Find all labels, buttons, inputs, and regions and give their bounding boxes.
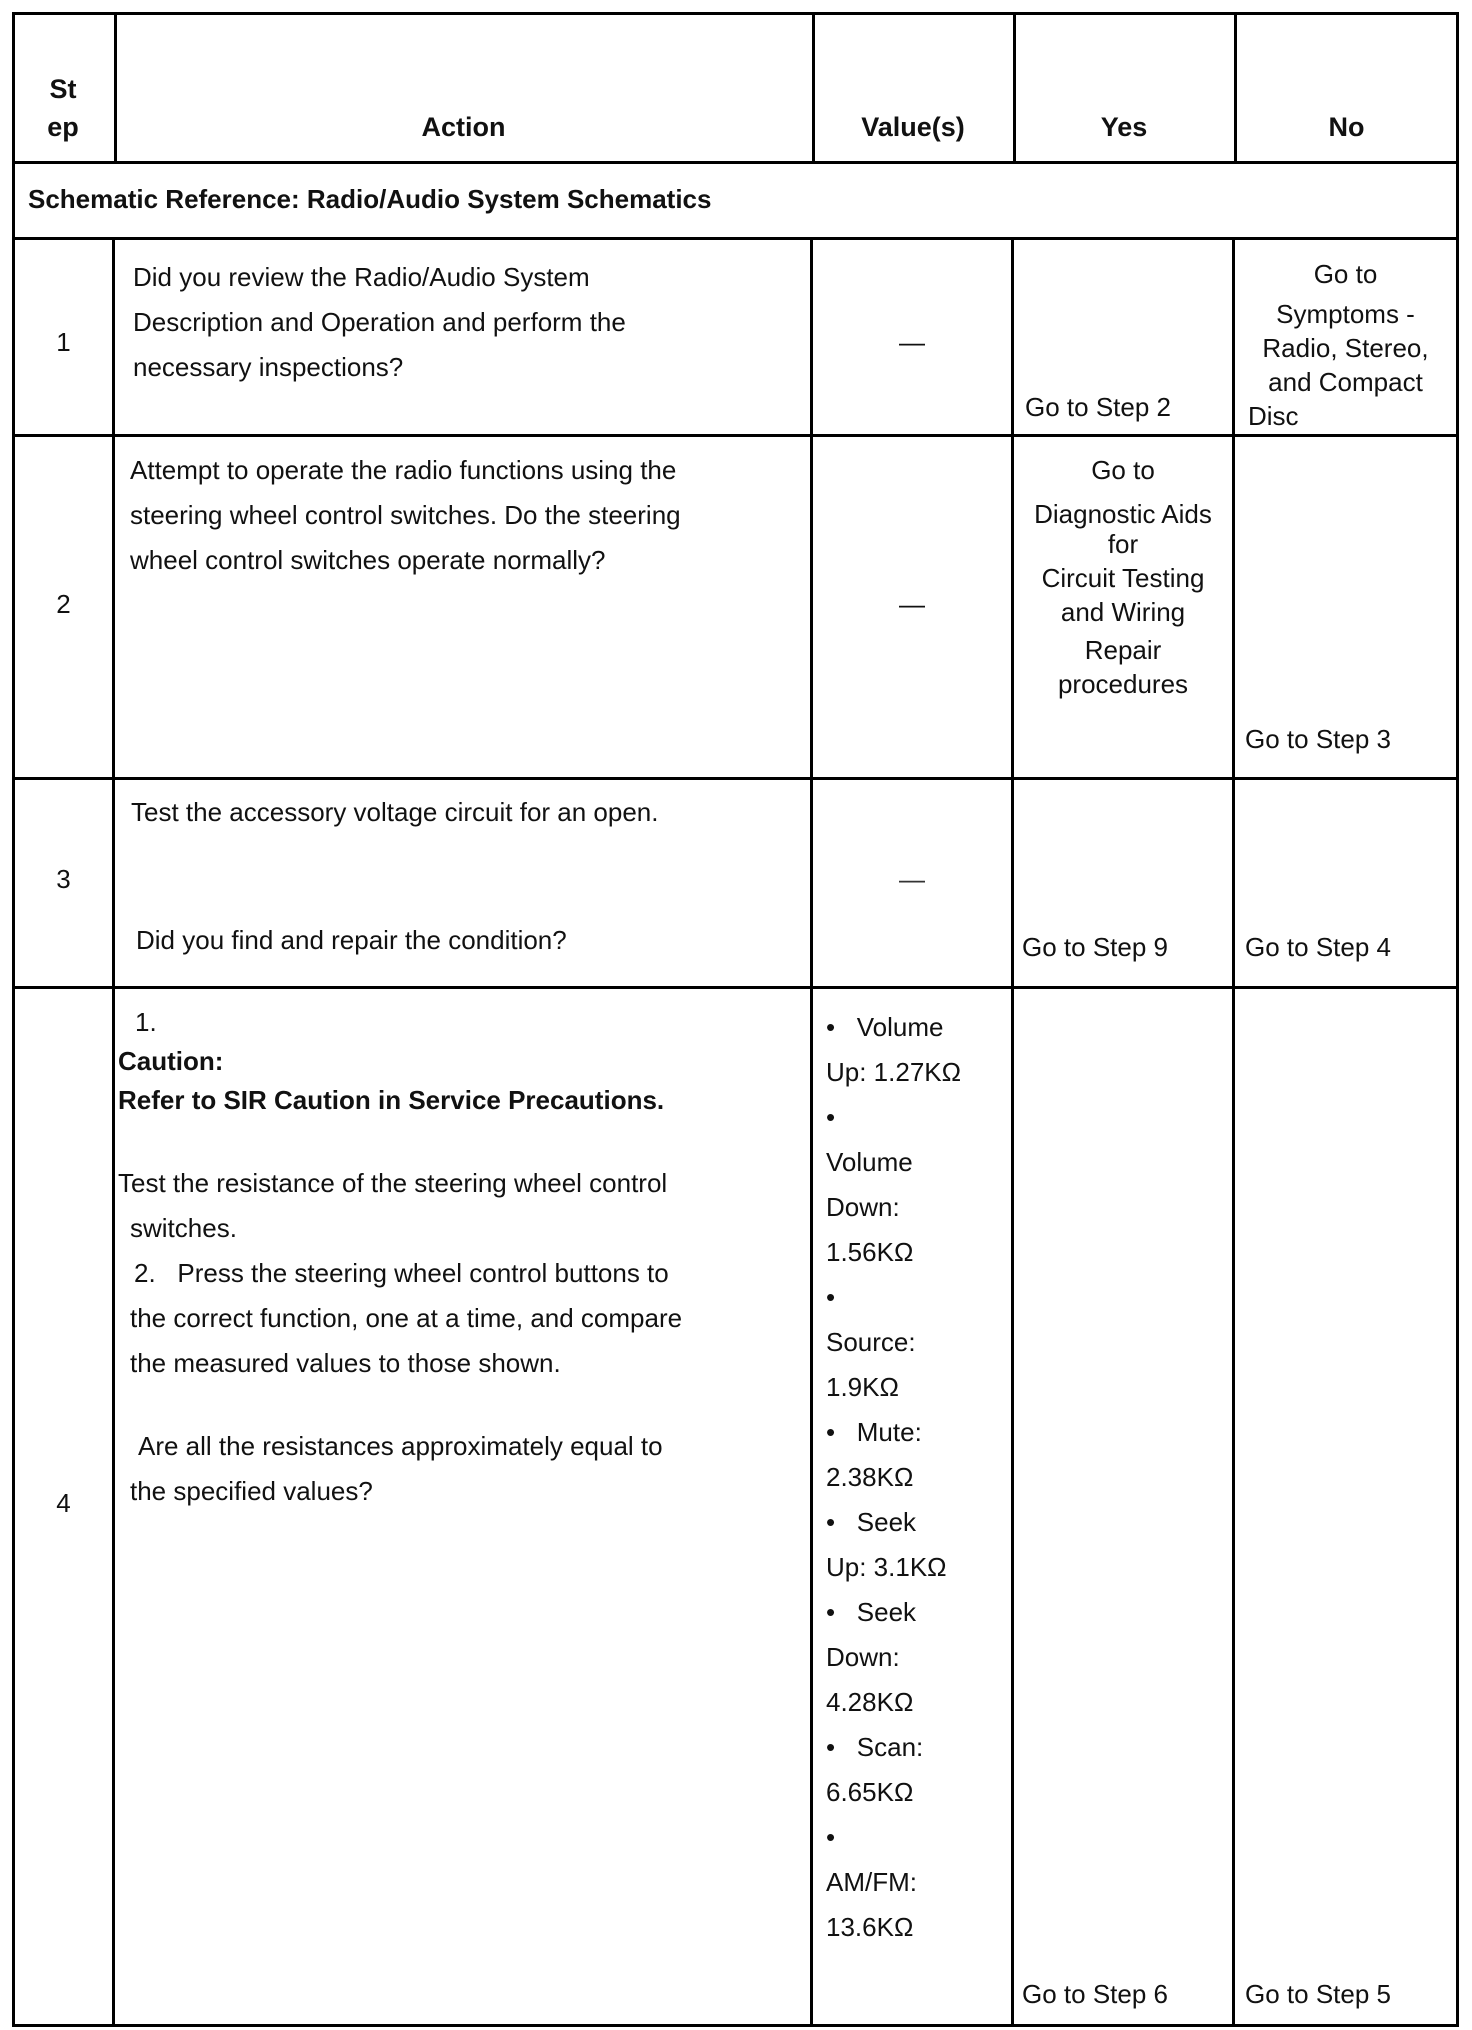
body-col-sep-4	[1232, 237, 1235, 2027]
yes-link-line: Go to	[1091, 455, 1155, 485]
header-step	[14, 70, 112, 146]
value-dash: —	[899, 327, 925, 357]
schematic-reference: Schematic Reference: Radio/Audio System Schematics	[28, 184, 712, 214]
value-line: •	[826, 1102, 836, 1132]
row1-bottom-rule	[12, 434, 1459, 437]
action-line: switches.	[130, 1213, 237, 1243]
action-line: Test the accessory voltage circuit for an open.	[131, 797, 659, 827]
header-no: No	[1328, 112, 1365, 142]
step-number: 1	[56, 327, 71, 357]
border-right	[1456, 12, 1459, 2027]
action-line: Did you find and repair the condition?	[136, 925, 567, 955]
value-line: 2.38KΩ	[826, 1462, 914, 1492]
header-step-line1: St	[49, 74, 77, 104]
step-number: 4	[56, 1488, 71, 1518]
yes-link[interactable]: Go to Step 2	[1025, 392, 1171, 422]
no-link-line: Symptoms -	[1276, 299, 1415, 329]
value-line: 1.56KΩ	[826, 1237, 914, 1267]
row3-bottom-rule	[12, 986, 1459, 989]
action-line: the measured values to those shown.	[130, 1348, 561, 1378]
no-link[interactable]: Go to Step 3	[1245, 724, 1391, 754]
yes-link-line: Diagnostic Aids	[1034, 499, 1212, 529]
caution-text: Refer to SIR Caution in Service Precautions.	[118, 1085, 665, 1115]
value-line: 4.28KΩ	[826, 1687, 914, 1717]
no-link[interactable]: Go to Step 5	[1245, 1979, 1391, 2009]
border-bottom	[12, 2024, 1459, 2027]
border-top	[12, 12, 1459, 15]
no-link-line: Radio, Stereo,	[1262, 333, 1429, 363]
header-yes: Yes	[1100, 112, 1148, 142]
value-line: •	[826, 1822, 836, 1852]
header-bottom-rule	[12, 161, 1459, 164]
header-step-line2: ep	[47, 112, 79, 142]
value-line: 6.65KΩ	[826, 1777, 914, 1807]
action-line: wheel control switches operate normally?	[130, 545, 606, 575]
caution-label: Caution:	[118, 1046, 224, 1076]
row2-bottom-rule	[12, 777, 1459, 780]
action-line: Are all the resistances approximately equal to	[138, 1431, 663, 1461]
action-line: the specified values?	[130, 1476, 373, 1506]
yes-link-line: Circuit Testing	[1041, 563, 1205, 593]
value-line: AM/FM:	[826, 1867, 917, 1897]
value-line: 1.9KΩ	[826, 1372, 899, 1402]
action-line: 1.	[135, 1007, 157, 1037]
action-line: necessary inspections?	[133, 352, 404, 382]
value-line: Volume	[826, 1147, 913, 1177]
value-line: Up: 1.27KΩ	[826, 1057, 962, 1087]
border-left	[12, 12, 15, 2027]
value-line: • Seek	[826, 1597, 917, 1627]
value-line: •	[826, 1282, 836, 1312]
header-values: Value(s)	[861, 112, 965, 142]
action-line: Test the resistance of the steering wheel control	[118, 1168, 668, 1198]
yes-link-line: procedures	[1057, 669, 1189, 699]
value-dash: —	[899, 864, 925, 894]
yes-link[interactable]	[1014, 453, 1232, 701]
value-line: Down:	[826, 1642, 900, 1672]
body-col-sep-1	[112, 237, 115, 2027]
reference-bottom-rule	[12, 237, 1459, 240]
no-link[interactable]	[1235, 257, 1456, 427]
no-link-line: Disc	[1248, 401, 1299, 427]
value-line: Source:	[826, 1327, 916, 1357]
action-line: 2. Press the steering wheel control buttons to	[134, 1258, 669, 1288]
step-number: 2	[56, 589, 71, 619]
value-line: Down:	[826, 1192, 900, 1222]
no-link-line: Go to	[1313, 259, 1378, 289]
body-col-sep-2	[810, 237, 813, 2027]
value-dash: —	[899, 589, 925, 619]
yes-link-line: for	[1107, 529, 1139, 559]
yes-link[interactable]: Go to Step 9	[1022, 932, 1168, 962]
no-link-line: and Compact	[1268, 367, 1423, 397]
action-line: Did you review the Radio/Audio System	[133, 262, 590, 292]
step-number: 3	[56, 864, 71, 894]
yes-link-line: Repair	[1084, 635, 1162, 665]
value-line: 13.6KΩ	[826, 1912, 914, 1942]
value-line: Up: 3.1KΩ	[826, 1552, 947, 1582]
action-line: Attempt to operate the radio functions using the	[130, 455, 677, 485]
action-line: Description and Operation and perform the	[133, 307, 626, 337]
value-line: • Mute:	[826, 1417, 922, 1447]
yes-link-line: and Wiring	[1060, 597, 1186, 627]
value-line: • Seek	[826, 1507, 917, 1537]
value-line: • Scan:	[826, 1732, 924, 1762]
no-link[interactable]: Go to Step 4	[1245, 932, 1391, 962]
yes-link[interactable]: Go to Step 6	[1022, 1979, 1168, 2009]
action-line: the correct function, one at a time, and compare	[130, 1303, 683, 1333]
action-line: steering wheel control switches. Do the steering	[130, 500, 681, 530]
value-line: • Volume	[826, 1012, 944, 1042]
header-action: Action	[421, 112, 506, 142]
